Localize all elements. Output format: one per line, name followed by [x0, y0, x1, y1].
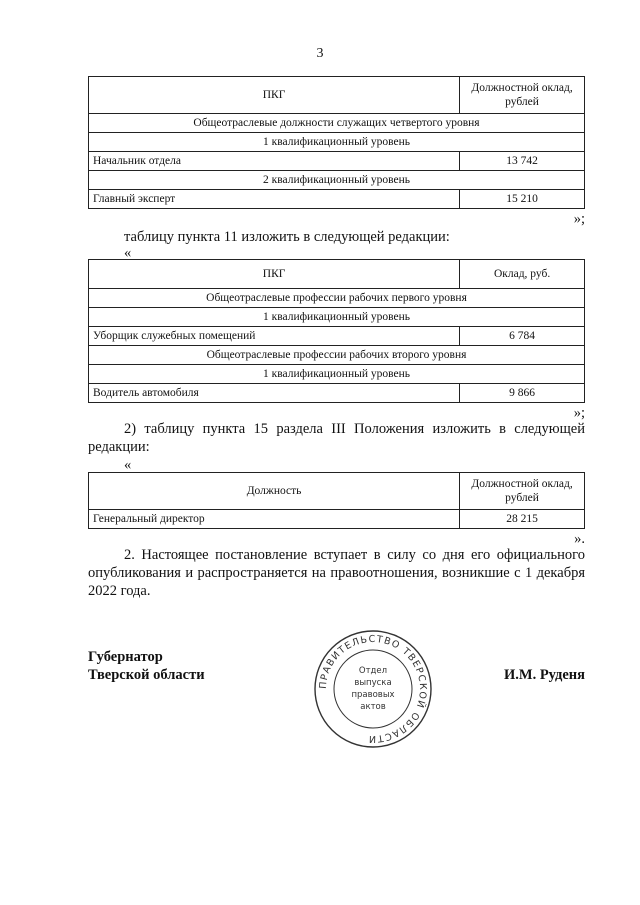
- signature-title-line1: Губернатор: [88, 649, 163, 665]
- level-label: 1 квалификационный уровень: [89, 365, 585, 384]
- stamp-outer-ring: [315, 631, 431, 747]
- table-row: [89, 510, 585, 529]
- stamp-inner-line: актов: [360, 702, 386, 712]
- position-cell: Уборщик служебных помещений: [89, 327, 460, 346]
- position-cell: Водитель автомобиля: [89, 384, 460, 403]
- paragraph-2: 2) таблицу пункта 15 раздела III Положения изложить в следующей редакции:: [88, 421, 585, 455]
- closing-quote-2: »;: [573, 405, 585, 421]
- salary-table-workers: [88, 259, 585, 403]
- level-label: 2 квалификационный уровень: [89, 171, 585, 190]
- position-cell: Начальник отдела: [89, 152, 460, 171]
- group-label: Общеотраслевые профессии рабочих первого уровня: [89, 289, 585, 308]
- value-cell: 15 210: [460, 190, 585, 209]
- table-row: [89, 152, 585, 171]
- level-label: 1 квалификационный уровень: [89, 308, 585, 327]
- stamp-inner-line: Отдел: [358, 666, 388, 676]
- value-cell: 28 215: [460, 510, 585, 529]
- level-row: [89, 171, 585, 190]
- table-header-row: [89, 473, 585, 510]
- closing-quote-1: »;: [573, 211, 585, 227]
- table-header-row: [89, 77, 585, 114]
- salary-table-employees: [88, 76, 585, 209]
- paragraph-effective: 2. Настоящее постановление вступает в силу со дня его официального опубликования и распространяется на правоотношения, возникшие с 1 декабря 2022 года.: [88, 547, 585, 599]
- header-pkg: ПКГ: [89, 260, 460, 289]
- header-salary: Должностной оклад, рублей: [460, 473, 585, 510]
- value-cell: 9 866: [460, 384, 585, 403]
- group-label: Общеотраслевые профессии рабочих второго уровня: [89, 346, 585, 365]
- level-row: [89, 365, 585, 384]
- stamp-ring-text: ПРАВИТЕЛЬСТВО ТВЕРСКОЙ ОБЛАСТИ: [317, 633, 429, 745]
- header-salary: Оклад, руб.: [460, 260, 585, 289]
- salary-table-director: [88, 472, 585, 529]
- group-row: [89, 114, 585, 133]
- closing-quote-3: ».: [574, 531, 585, 547]
- signature-name: И.М. Руденя: [503, 667, 585, 683]
- position-cell: Главный эксперт: [89, 190, 460, 209]
- level-row: [89, 133, 585, 152]
- stamp-inner-line: выпуска: [354, 678, 392, 688]
- group-row: [89, 346, 585, 365]
- stamp-inner-line: правовых: [351, 690, 395, 700]
- stamp-inner-ring: [334, 650, 412, 728]
- table-row: [89, 190, 585, 209]
- position-cell: Генеральный директор: [89, 510, 460, 529]
- opening-quote-1: «: [124, 245, 132, 261]
- value-cell: 13 742: [460, 152, 585, 171]
- paragraph-table11: таблицу пункта 11 изложить в следующей редакции:: [124, 229, 450, 245]
- header-position: Должность: [89, 473, 460, 510]
- table-header-row: [89, 260, 585, 289]
- table-row: [89, 327, 585, 346]
- group-row: [89, 289, 585, 308]
- level-row: [89, 308, 585, 327]
- table-row: [89, 384, 585, 403]
- header-pkg: ПКГ: [89, 77, 460, 114]
- page-number: 3: [316, 46, 324, 61]
- header-salary: Должностной оклад, рублей: [460, 77, 585, 114]
- level-label: 1 квалификационный уровень: [89, 133, 585, 152]
- value-cell: 6 784: [460, 327, 585, 346]
- group-label: Общеотраслевые должности служащих четвертого уровня: [89, 114, 585, 133]
- signature-title-line2: Тверской области: [88, 667, 205, 683]
- opening-quote-2: «: [124, 457, 132, 473]
- official-stamp: [312, 628, 434, 750]
